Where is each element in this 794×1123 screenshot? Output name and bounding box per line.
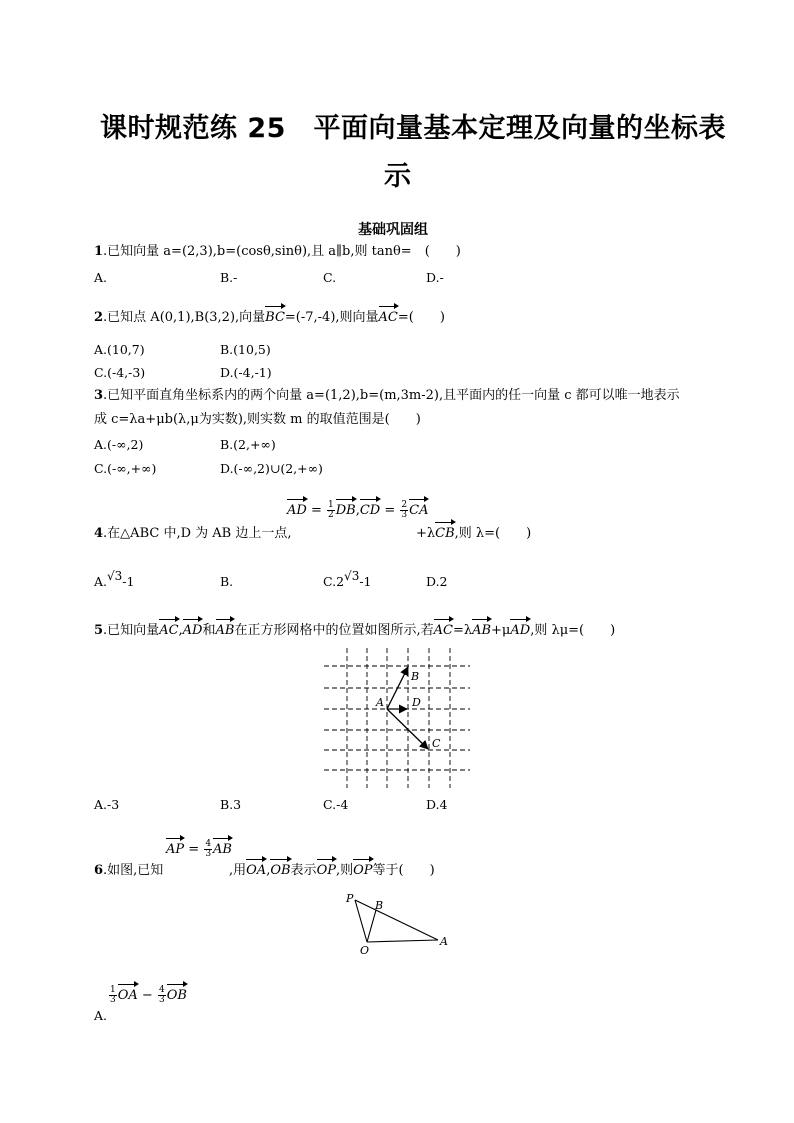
fraction-denominator: 3 <box>158 995 165 1005</box>
fraction-denominator: 3 <box>401 510 408 520</box>
vector-ob: OB <box>270 863 291 878</box>
vector-cd: CD <box>359 503 381 518</box>
question-3-option-b: B.(2,+∞) <box>220 437 276 452</box>
question-5-option-b: B.3 <box>220 797 242 812</box>
question-5-text-post: ,则 λμ=( ) <box>530 623 616 638</box>
fraction-denominator: 3 <box>110 995 116 1005</box>
label-b: B <box>411 670 420 683</box>
vector-ac-arrow <box>387 709 428 749</box>
vector-ad: AD <box>182 623 203 638</box>
question-6-formula <box>166 840 232 859</box>
question-1-option-c: C. <box>323 270 337 285</box>
option-tail: -1 <box>122 574 135 589</box>
label-p: P <box>346 892 354 905</box>
vector-ac: AC <box>378 310 398 325</box>
question-3-stem-line1 <box>94 387 680 405</box>
page-title-line2: 示 <box>384 161 412 192</box>
question-6-text-pre: .如图,已知 <box>103 863 164 878</box>
equals-lambda: =λ <box>452 623 473 638</box>
question-3-text-line1: .已知平面直角坐标系内的两个向量 a=(1,2),b=(m,3m-2),且平面内的任一向量 c 都可以唯一地表示 <box>103 388 680 403</box>
vector-op: OP <box>316 863 336 878</box>
triangle-lines <box>355 900 438 942</box>
question-5-option-c: C.-4 <box>323 797 349 812</box>
vector-ca: CA <box>409 503 429 518</box>
fraction-four-thirds <box>204 840 212 859</box>
question-3-option-a: A.(-∞,2) <box>94 437 144 452</box>
fraction-denominator: 3 <box>205 849 212 859</box>
question-5-text-pre: .已知向量 <box>103 623 160 638</box>
equals-sign: = <box>380 503 400 518</box>
question-5-option-d: D.4 <box>426 797 448 812</box>
question-4-option-d: D.2 <box>426 574 448 589</box>
question-4-option-c <box>323 569 372 589</box>
fraction-numerator: 2 <box>401 500 408 510</box>
fraction-denominator: 2 <box>327 510 334 520</box>
label-c: C <box>432 737 441 750</box>
vector-ac: AC <box>159 623 179 638</box>
question-4-stem-tail <box>416 525 531 543</box>
question-3-stem-line2: 成 c=λa+μb(λ,μ为实数),则实数 m 的取值范围是( ) <box>94 412 421 427</box>
label-a: A <box>440 935 448 948</box>
comma: , <box>266 863 271 878</box>
question-5-text-mid: 在正方形网格中的位置如图所示,若 <box>234 623 434 638</box>
vector-ab: AB <box>215 623 235 638</box>
question-3-option-c: C.(-∞,+∞) <box>94 461 157 476</box>
label-b: B <box>375 899 384 912</box>
fraction-numerator: 4 <box>158 985 165 995</box>
question-2-stem <box>94 309 445 327</box>
question-5-stem <box>94 622 615 640</box>
question-6-stem-tail <box>229 862 435 880</box>
question-6-number: 6 <box>94 863 104 878</box>
question-6-text-mid3: ,则 <box>335 863 354 878</box>
vector-ac: AC <box>433 623 453 638</box>
question-4-option-b: B. <box>220 574 234 589</box>
question-4-text-post: ,则 λ=( ) <box>454 526 532 541</box>
fraction-numerator: 1 <box>327 500 334 510</box>
question-1-option-a: A. <box>94 270 108 285</box>
equals-sign: = <box>184 842 204 857</box>
vector-op: OP <box>353 863 373 878</box>
question-5-number: 5 <box>94 623 104 638</box>
question-2-option-c: C.(-4,-3) <box>94 365 146 380</box>
vector-bc: BC <box>265 310 285 325</box>
equals-sign: = <box>306 503 326 518</box>
question-4-plus-lambda: +λ <box>416 526 436 541</box>
vector-oa: OA <box>117 988 138 1003</box>
comma: , <box>178 623 183 638</box>
question-4-formula <box>287 501 428 520</box>
vector-ad: AD <box>287 503 307 518</box>
label-d: D <box>412 696 421 709</box>
label-a: A <box>376 696 384 709</box>
sqrt-three: √3 <box>107 569 123 583</box>
vector-ab: AB <box>472 623 492 638</box>
question-1-option-b: B.- <box>220 270 238 285</box>
question-2-text-mid: =(-7,-4),则向量 <box>284 310 379 325</box>
grid-vector-figure <box>320 640 480 790</box>
option-tail: -1 <box>359 574 372 589</box>
question-4-text-pre: .在△ABC 中,D 为 AB 边上一点, <box>103 526 292 541</box>
vector-ap: AP <box>166 842 185 857</box>
plus-mu: +μ <box>491 623 511 638</box>
question-6-stem <box>94 862 163 880</box>
question-2-text-pre: .已知点 A(0,1),B(3,2),向量 <box>103 310 266 325</box>
fraction-one-half <box>327 501 335 520</box>
triangle-figure <box>335 888 455 960</box>
label-o: O <box>360 944 370 957</box>
question-3-number: 3 <box>94 388 104 403</box>
question-4-number: 4 <box>94 526 104 541</box>
vector-oa: OA <box>246 863 267 878</box>
vector-ab: AB <box>213 842 232 857</box>
option-label: A. <box>94 574 108 589</box>
question-5-option-a: A.-3 <box>94 797 120 812</box>
question-6-text-post: 等于( ) <box>372 863 435 878</box>
vector-cb: CB <box>435 526 455 541</box>
vector-ad: AD <box>510 623 531 638</box>
question-1-option-d: D.- <box>426 270 444 285</box>
fraction-numerator: 1 <box>110 985 116 995</box>
question-1-text: .已知向量 a=(2,3),b=(cosθ,sinθ),且 a∥b,则 tanθ= ( ) <box>103 244 461 259</box>
question-6-option-a-formula <box>108 986 187 1005</box>
option-label: C.2 <box>323 574 345 589</box>
vector-db: DB <box>335 503 356 518</box>
question-6-option-a: A. <box>94 1008 108 1023</box>
question-4-stem <box>94 525 291 543</box>
question-2-option-a: A.(10,7) <box>94 342 145 357</box>
question-2-number: 2 <box>94 310 104 325</box>
page-title-line1: 课时规范练 25 平面向量基本定理及向量的坐标表 <box>100 113 726 144</box>
question-6-text-mid: ,用 <box>229 863 247 878</box>
question-1-number: 1 <box>94 244 104 259</box>
fraction-one-third <box>109 986 117 1005</box>
comma: , <box>355 503 360 518</box>
minus-sign: − <box>137 988 157 1003</box>
conjunction: 和 <box>202 623 216 638</box>
question-1-stem <box>94 243 461 261</box>
question-3-option-d: D.(-∞,2)∪(2,+∞) <box>220 461 323 476</box>
question-2-option-d: D.(-4,-1) <box>220 365 272 380</box>
sqrt-three: √3 <box>344 569 360 583</box>
fraction-four-thirds <box>158 986 166 1005</box>
question-2-text-post: =( ) <box>397 310 445 325</box>
fraction-numerator: 4 <box>205 839 212 849</box>
question-2-option-b: B.(10,5) <box>220 342 271 357</box>
section-heading: 基础巩固组 <box>358 222 428 238</box>
fraction-two-thirds <box>400 501 408 520</box>
question-4-option-a <box>94 569 135 589</box>
question-6-text-mid2: 表示 <box>290 863 317 878</box>
vector-ob: OB <box>166 988 187 1003</box>
